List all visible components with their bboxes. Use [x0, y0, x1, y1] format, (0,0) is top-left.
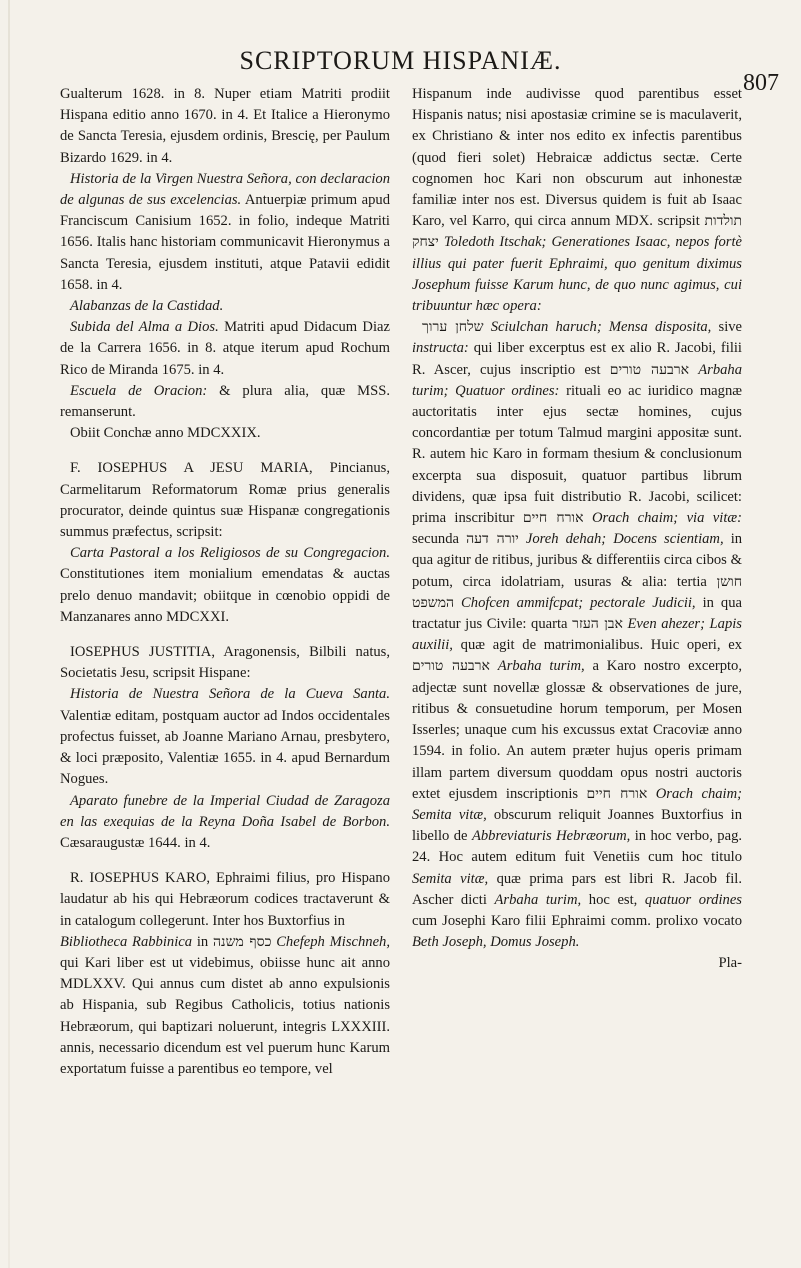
book-title: Orach chaim;: [591, 510, 679, 527]
book-title: quatuor ordines: [644, 891, 742, 908]
book-title: Abbreviaturis Hebræorum,: [471, 828, 631, 845]
hebrew-title: יורה דעה: [466, 531, 519, 548]
author-entry: [60, 642, 390, 684]
paragraph-text: in hoc verbo, pag. 24. Hoc autem editum fuit Venetiis cum hoc titulo: [412, 828, 743, 866]
hebrew-title: אורח חיים: [522, 510, 584, 527]
book-title: Docens scientiam,: [613, 531, 724, 548]
paragraph-text: Ephraimi filius, pro Hispano laudatur ab his qui Hebræorum codices tractaverunt & in catalogum collegerunt. Inter hos Buxtorfius in: [60, 870, 390, 929]
book-title: via vitæ:: [686, 510, 742, 527]
paragraph-text: cum Josephi Karo filii Ephraimi comm. prolixo vocato: [412, 912, 742, 929]
book-title: Even ahezer;: [627, 616, 705, 633]
page-gutter-shadow: [8, 0, 10, 1268]
hebrew-title: ארבעה טורים: [412, 658, 490, 675]
hebrew-title: תולדות יצחק: [412, 213, 742, 251]
paragraph-text: quæ agit de matrimonialibus. Huic operi, ex: [460, 637, 742, 654]
paragraph-text: in qua agitur de ritibus, juribus & differentiis circa cibos & potum, circa idolatriam, usuras & alia: tertia: [412, 531, 743, 590]
book-title: Chofcen ammifcpat;: [461, 594, 584, 611]
paragraph-text: Cæsaraugustæ 1644. in 4.: [60, 834, 211, 851]
book-title: Quatuor ordines:: [455, 382, 560, 399]
running-head: SCRIPTORUM HISPANIÆ.: [239, 46, 562, 75]
paragraph-text: Aragonensis, Bilbili natus, Societatis Jesu, scripsit Hispane:: [60, 644, 390, 682]
book-title-entry: [60, 381, 390, 423]
hebrew-title: כסף משנה: [212, 933, 272, 950]
hebrew-title: אורח חיים: [586, 785, 648, 802]
catchword: Pla-: [718, 955, 742, 972]
right-column: [412, 84, 742, 975]
catchword-line: [412, 953, 742, 974]
paragraph-text: Valentiæ editam, postquam auctor ad Indos occidentales profectus fuisset, ab Joanne Mariano Arnau, presbytero, & loci præposito, Valentiæ 1655. in 4. apud Bernardum Nogues.: [60, 707, 390, 788]
book-title: pectorale Judicii,: [590, 594, 696, 611]
book-title-entry: [60, 296, 390, 317]
book-title-entry: [60, 317, 390, 381]
paragraph-text: Pincianus, Carmelitarum Reformatorum Romæ prius generalis procurator, deinde quintus suæ Hispanæ congregationis summus præfectus, scripsit:: [60, 460, 391, 541]
author-entry: [60, 458, 390, 543]
book-title: Historia de Nuestra Señora de la Cueva Santa.: [70, 686, 390, 703]
paragraph-text: Matriti apud Didacum Diaz de la Carrera 1656. in 8. atque iterum apud Rochum Rico de Miranda 1675. in 4.: [60, 319, 390, 378]
book-title-entry: [60, 791, 390, 855]
paragraph: [60, 932, 390, 1080]
paragraph: [412, 84, 742, 317]
paragraph-text: Constitutiones item monialium emendatas & auctas prelo denuo mandavit; obiitque in cœnobio oppidi de Manzanares anno MDCXXI.: [60, 566, 390, 625]
hebrew-title: שלחן ערוך: [422, 319, 484, 336]
book-title: Mensa disposita,: [608, 319, 712, 336]
book-title: Arbaha turim;: [412, 361, 742, 399]
paragraph-text: in qua tractatur jus Civile: quarta: [412, 594, 742, 633]
book-title: Lapis auxilii,: [412, 616, 742, 654]
paragraph-text: secunda: [412, 531, 460, 548]
paragraph-text: hoc est,: [588, 891, 638, 908]
author-name: R. IOSEPHUS KARO,: [70, 870, 211, 887]
paragraph: Obiit Conchæ anno MDCXXIX.: [70, 425, 261, 442]
book-title: Arbaha turim,: [494, 891, 582, 908]
book-title: Alabanzas de la Castidad.: [70, 298, 224, 315]
book-title-entry: [60, 684, 390, 790]
book-title: Sciulchan haruch;: [490, 319, 602, 336]
page-number: 807: [743, 70, 779, 96]
book-title-entry: [60, 169, 390, 296]
book-title: Aparato funebre de la Imperial Ciudad de Zaragoza en las exequias de la Reyna Doña Isabel de Borbon.: [60, 792, 390, 830]
paragraph-text: qui liber excerptus est ex alio R. Jacobi, filii R. Ascer, cujus inscriptio est: [412, 340, 742, 378]
book-title: Semita vitæ,: [412, 870, 489, 887]
paragraph-text: a Karo nostro excerpto, adjectæ sunt novellæ glossæ & observationes de jure, ritibus & consuetudine horum temporum, per Mosen Isserles; unaque cum his excussus extat Cracoviæ anno 1594. in folio. An autem præter hujus operis primam illam partem diversum quoddam opus nostri auctoris extet ejusdem inscriptionis: [412, 658, 742, 802]
paragraph-text: obscurum reliquit Joannes Buxtorfius in libello de: [412, 806, 742, 845]
author-name: IOSEPHUS JUSTITIA,: [70, 644, 215, 661]
book-title: Carta Pastoral a los Religiosos de su Congregacion.: [70, 545, 390, 562]
paragraph: [412, 317, 742, 953]
paragraph-text: qui Kari liber est ut videbimus, obiisse hunc ait anno MDLXXV. Qui annus cum distet ab anno expulsionis ab Hispania, sub Regibus Catholicis, totius nationis Hebræorum, qui baptizari noluerunt, integris LXXXIII. annis, necessario dicendum est vel puerum hunc Karum exportatum fuisse a parentibus eo tempore, vel: [60, 954, 390, 1077]
paragraph-text: Antuerpiæ primum apud Franciscum Canisium 1652. in folio, indeque Matriti 1656. Italis hanc historiam communicavit Hieronymus a Sancta Teresia, ejusdem instituti, atque Patavii edidit 1658. in 4.: [60, 192, 390, 293]
hebrew-title: ארבעה טורים: [609, 361, 690, 378]
book-title: Subida del Alma a Dios.: [70, 319, 219, 336]
paragraph: Gualterum 1628. in 8. Nuper etiam Matriti prodiit Hispana editio anno 1670. in 4. Et Italice a Hieronymo de Sancta Teresia, ejusdem ordinis, Brescię, per Paulum Bizardo 1629. in 4.: [60, 86, 390, 166]
paragraph-text: sive: [718, 319, 743, 336]
book-title: Semita vitæ,: [412, 806, 487, 823]
book-title: Generationes Isaac, nepos fortè illius qui pater fuerit Ephraimi, quo genitum diximus Josephum fuisse Karum hunc, de quo nunc agimus, cui tribuuntur hæc opera:: [412, 234, 742, 315]
book-title: instructa:: [412, 340, 469, 357]
book-title: Chefeph Mischneh,: [276, 933, 390, 950]
book-title: Bibliotheca Rabbinica: [60, 933, 193, 950]
book-title: Joreh dehah;: [525, 531, 607, 548]
book-title: Orach chaim;: [655, 785, 742, 802]
author-name: F. IOSEPHUS A JESU MARIA,: [70, 460, 313, 477]
left-column: [60, 84, 390, 1080]
paragraph-text: in: [196, 933, 209, 950]
hebrew-title: חושן המשפט: [412, 573, 742, 611]
author-entry: [60, 868, 390, 932]
book-title-entry: [60, 543, 390, 628]
book-title: Arbaha turim,: [497, 658, 585, 675]
paragraph-text: Hispanum inde audivisse quod parentibus esset Hispanis natus; nisi apostasiæ crimine se is maculaverit, ex Christiano & inter nos edito ex infectis parentibus (quod fieri solet) Hebraicæ addictus sectæ. Certe cognomen hoc Kari non obscurum aut inhonestæ familiæ inter nos est. Diversus quidem is fuit ab Isaac Karo, vel Karro, qui circa annum MDX. scripsit: [412, 86, 742, 230]
paragraph-text: rituali eo ac iuridico magnæ auctoritatis inter ejus sectæ homines, cujus concordantiæ per totum Talmud margini appositæ sunt. R. autem hic Karo in formam thesium & conclusionum excerpta sua disposuit, quatuor partibus librum dividens, quæ ipsa fuit distributio R. Jacobi, scilicet: prima inscribitur: [412, 382, 742, 527]
book-title: Historia de la Virgen Nuestra Señora, con declaracion de algunas de sus excelencias.: [60, 170, 390, 209]
book-title: Beth Joseph, Domus Joseph.: [412, 934, 580, 951]
paragraph-text: & plura alia, quæ MSS. remanserunt.: [60, 382, 390, 421]
paragraph-text: quæ prima pars est libri R. Jacob fil. Ascher dicti: [412, 870, 742, 908]
hebrew-title: אבן העזר: [572, 616, 623, 633]
book-title: Escuela de Oracion:: [70, 382, 208, 399]
book-title: Toledoth Itschak;: [443, 234, 547, 251]
